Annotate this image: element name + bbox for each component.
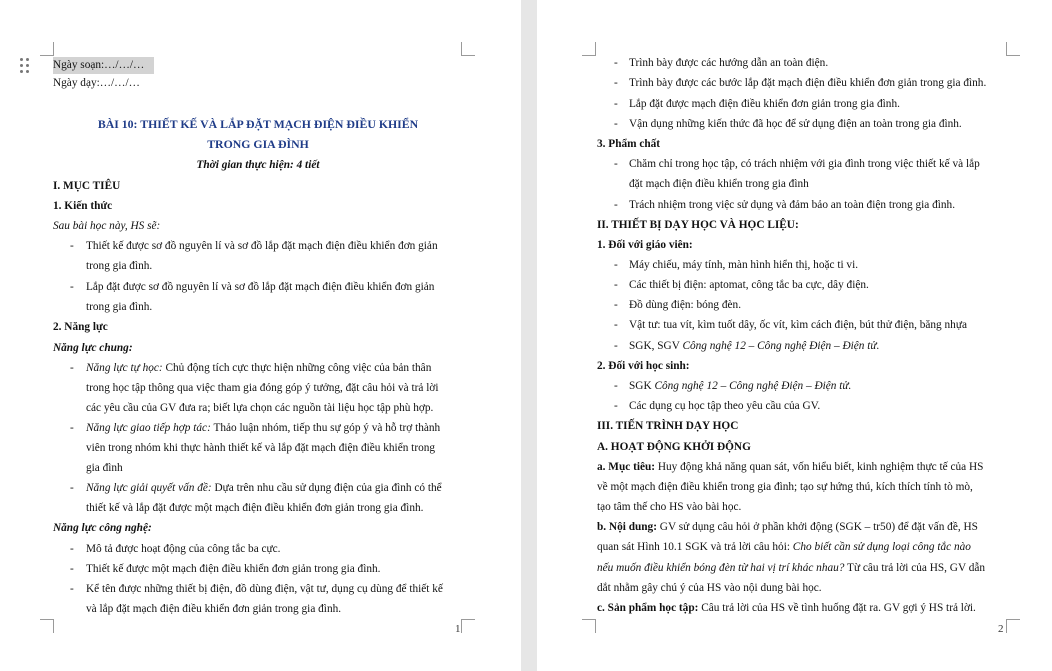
lesson-title-line-1: BÀI 10: THIẾT KẾ VÀ LẮP ĐẶT MẠCH ĐIỆN ĐIỀU KHIỂN bbox=[97, 117, 419, 131]
page-number: 2 bbox=[998, 623, 1004, 635]
bullet-dash: - bbox=[614, 319, 618, 331]
tech-competency-heading: Năng lực công nghệ: bbox=[53, 522, 152, 534]
margin-corner-top-left bbox=[582, 42, 596, 56]
equipment-heading: II. THIẾT BỊ DẠY HỌC VÀ HỌC LIỆU: bbox=[597, 219, 799, 231]
teacher-item-4: Vật tư: tua vít, kìm tuốt dây, ốc vít, kìm cách điện, bút thử điện, băng nhựa bbox=[629, 319, 967, 331]
qualities-heading: 3. Phẩm chất bbox=[597, 138, 661, 150]
bullet-dash: - bbox=[70, 543, 74, 555]
bullet-dash: - bbox=[70, 563, 74, 575]
quality-item-1-cont: đặt mạch điện điều khiển trong gia đình bbox=[629, 178, 809, 190]
tech-item-3-cont: và lắp đặt mạch điện điều khiển đơn giản trong gia đình. bbox=[86, 603, 342, 615]
content-question-cont: nếu muốn điều khiển bóng đèn từ hai vị trí khác nhau? bbox=[597, 562, 845, 574]
margin-corner-bottom-right bbox=[1006, 619, 1020, 633]
document-page-1 bbox=[0, 0, 521, 671]
bullet-dash: - bbox=[614, 98, 618, 110]
intro-text: Sau bài học này, HS sẽ: bbox=[53, 220, 161, 232]
student-item-1-book: Công nghệ 12 – Công nghệ Điện – Điện tử. bbox=[654, 380, 852, 392]
student-item-2: Các dụng cụ học tập theo yêu cầu của GV. bbox=[629, 400, 821, 412]
content-text-3b: Từ câu trả lời của HS, GV dẫn bbox=[844, 562, 986, 574]
warmup-heading: A. HOẠT ĐỘNG KHỞI ĐỘNG bbox=[597, 441, 751, 453]
prep-date[interactable]: Ngày soạn:…/…/… bbox=[53, 57, 154, 74]
general-item-3-text: Dựa trên nhu cầu sử dụng điện của gia đình có thể bbox=[211, 482, 442, 494]
margin-corner-bottom-right bbox=[461, 619, 475, 633]
teaching-process-heading: III. TIẾN TRÌNH DẠY HỌC bbox=[597, 420, 739, 432]
lesson-title-line-2: TRONG GIA ĐÌNH bbox=[207, 137, 309, 151]
margin-corner-top-left bbox=[40, 42, 54, 56]
bullet-dash: - bbox=[614, 279, 618, 291]
goal-label: a. Mục tiêu: bbox=[597, 461, 656, 473]
goal-paragraph bbox=[597, 460, 983, 474]
tech-item-3: Kể tên được những thiết bị điện, đồ dùng điện, vật tư, dụng cụ dùng để thiết kế bbox=[86, 583, 443, 595]
content-text-2a: quan sát Hình 10.1 SGK và trả lời câu hỏi: bbox=[597, 541, 793, 553]
content-paragraph-cont-2 bbox=[597, 561, 985, 575]
section-objectives-heading: I. MỤC TIÊU bbox=[53, 180, 121, 192]
goal-paragraph-cont-2: tạo tâm thế cho HS vào bài học. bbox=[597, 501, 742, 513]
content-paragraph bbox=[597, 520, 978, 534]
tech-item-2: Thiết kế được một mạch điện điều khiển đơn giản trong gia đình. bbox=[86, 563, 381, 575]
competency-item-a1: Trình bày được các hướng dẫn an toàn điện. bbox=[629, 57, 829, 69]
knowledge-item-1-cont: trong gia đình. bbox=[86, 260, 153, 272]
competency-item-a2: Trình bày được các bước lắp đặt mạch điện điều khiển đơn giản trong gia đình. bbox=[629, 77, 987, 89]
general-item-1-text: Chủ động tích cực thực hiện những công việc của bản thân bbox=[162, 362, 432, 374]
student-item-1 bbox=[629, 379, 851, 393]
product-text: Câu trả lời của HS về tình huống đặt ra. GV gợi ý HS trả lời. bbox=[698, 602, 976, 614]
bullet-dash: - bbox=[614, 199, 618, 211]
bullet-dash: - bbox=[70, 583, 74, 595]
competency-item-a4: Vận dụng những kiến thức đã học để sử dụng điện an toàn trong gia đình. bbox=[629, 118, 962, 130]
teacher-heading: 1. Đối với giáo viên: bbox=[597, 239, 693, 251]
document-page-2 bbox=[537, 0, 1052, 671]
bullet-dash: - bbox=[614, 57, 618, 69]
margin-corner-top-right bbox=[1006, 42, 1020, 56]
content-paragraph-cont-3: dắt nhằm gây chú ý của HS vào nội dung bài học. bbox=[597, 582, 822, 594]
bullet-dash: - bbox=[70, 482, 74, 494]
general-item-2-cont-2: gia đình bbox=[86, 462, 123, 474]
competency-heading: 2. Năng lực bbox=[53, 321, 108, 333]
bullet-dash: - bbox=[614, 380, 618, 392]
bullet-dash: - bbox=[70, 422, 74, 434]
general-item-3 bbox=[86, 481, 442, 495]
margin-corner-bottom-left bbox=[582, 619, 596, 633]
margin-corner-top-right bbox=[461, 42, 475, 56]
teacher-item-1: Máy chiếu, máy tính, màn hình hiển thị, hoặc ti vi. bbox=[629, 259, 859, 271]
general-item-3-label: Năng lực giải quyết vấn đề: bbox=[86, 482, 212, 494]
competency-item-a3: Lắp đặt được mạch điện điều khiển đơn giản trong gia đình. bbox=[629, 98, 900, 110]
teach-date: Ngày dạy:…/…/… bbox=[53, 77, 140, 89]
bullet-dash: - bbox=[614, 400, 618, 412]
general-competency-heading: Năng lực chung: bbox=[53, 342, 133, 354]
teacher-item-3: Đồ dùng điện: bóng đèn. bbox=[629, 299, 742, 311]
product-paragraph bbox=[597, 601, 976, 615]
general-item-1-cont: trong học tập thông qua việc tham gia đóng góp ý tưởng, đặt câu hỏi và trả lời bbox=[86, 382, 439, 394]
student-item-1-text: SGK bbox=[629, 380, 655, 392]
teacher-item-5 bbox=[629, 339, 879, 353]
tech-item-1: Mô tả được hoạt động của công tắc ba cực. bbox=[86, 543, 281, 555]
quality-item-1: Chăm chỉ trong học tập, có trách nhiệm với gia đình trong việc thiết kế và lắp bbox=[629, 158, 980, 170]
bullet-dash: - bbox=[614, 299, 618, 311]
bullet-dash: - bbox=[614, 259, 618, 271]
general-item-3-cont: thiết kế và lắp đặt được một mạch điện điều khiển đơn giản trong gia đình. bbox=[86, 502, 424, 514]
general-item-2 bbox=[86, 421, 440, 435]
bullet-dash: - bbox=[70, 281, 74, 293]
page-number: 1 bbox=[455, 623, 461, 635]
teacher-item-5-book: Công nghệ 12 – Công nghệ Điện – Điện tử. bbox=[682, 340, 880, 352]
general-item-1-cont-2: các yêu cầu của GV đưa ra; biết lựa chọn các nguồn tài liệu học tập phù hợp. bbox=[86, 402, 434, 414]
goal-text: Huy động khả năng quan sát, vốn hiểu biết, kinh nghiệm thực tế của HS bbox=[655, 461, 984, 473]
general-item-1-label: Năng lực tự học: bbox=[86, 362, 163, 374]
general-item-1 bbox=[86, 361, 431, 375]
content-text: GV sử dụng câu hỏi ở phần khởi động (SGK – tr50) để đặt vấn đề, HS bbox=[656, 521, 978, 533]
knowledge-item-2-cont: trong gia đình. bbox=[86, 301, 153, 313]
content-question: Cho biết cần sử dụng loại công tắc nào bbox=[792, 541, 971, 553]
general-item-2-label: Năng lực giao tiếp hợp tác: bbox=[86, 422, 211, 434]
bullet-dash: - bbox=[70, 362, 74, 374]
table-move-handle-icon[interactable] bbox=[20, 58, 32, 74]
page-gap bbox=[521, 0, 537, 671]
bullet-dash: - bbox=[614, 77, 618, 89]
bullet-dash: - bbox=[70, 240, 74, 252]
goal-paragraph-cont: về một mạch điện điều khiển trong gia đình; tạo sự hứng thú, kích thích tính tò mò, bbox=[597, 481, 973, 493]
quality-item-2: Trách nhiệm trong việc sử dụng và đảm bảo an toàn điện trong gia đình. bbox=[629, 199, 956, 211]
knowledge-item-2: Lắp đặt được sơ đồ nguyên lí và sơ đồ lắp đặt mạch điện điều khiển đơn giản bbox=[86, 281, 435, 293]
knowledge-heading: 1. Kiến thức bbox=[53, 200, 113, 212]
bullet-dash: - bbox=[614, 118, 618, 130]
margin-corner-bottom-left bbox=[40, 619, 54, 633]
product-label: c. Sản phẩm học tập: bbox=[597, 602, 699, 614]
general-item-2-text: Thảo luận nhóm, tiếp thu sự góp ý và hỗ trợ thành bbox=[210, 422, 441, 434]
knowledge-item-1: Thiết kế được sơ đồ nguyên lí và sơ đồ lắp đặt mạch điện điều khiển đơn giản bbox=[86, 240, 438, 252]
bullet-dash: - bbox=[614, 340, 618, 352]
student-heading: 2. Đối với học sinh: bbox=[597, 360, 690, 372]
teacher-item-2: Các thiết bị điện: aptomat, công tắc ba cực, dây điện. bbox=[629, 279, 869, 291]
bullet-dash: - bbox=[614, 158, 618, 170]
teacher-item-5-text: SGK, SGV bbox=[629, 340, 683, 352]
duration: Thời gian thực hiện: 4 tiết bbox=[196, 159, 320, 171]
content-paragraph-cont bbox=[597, 540, 971, 554]
general-item-2-cont: viên trong nhóm khi thực hành thiết kế và lắp đặt mạch điện điều khiển trong bbox=[86, 442, 436, 454]
content-label: b. Nội dung: bbox=[597, 521, 657, 533]
